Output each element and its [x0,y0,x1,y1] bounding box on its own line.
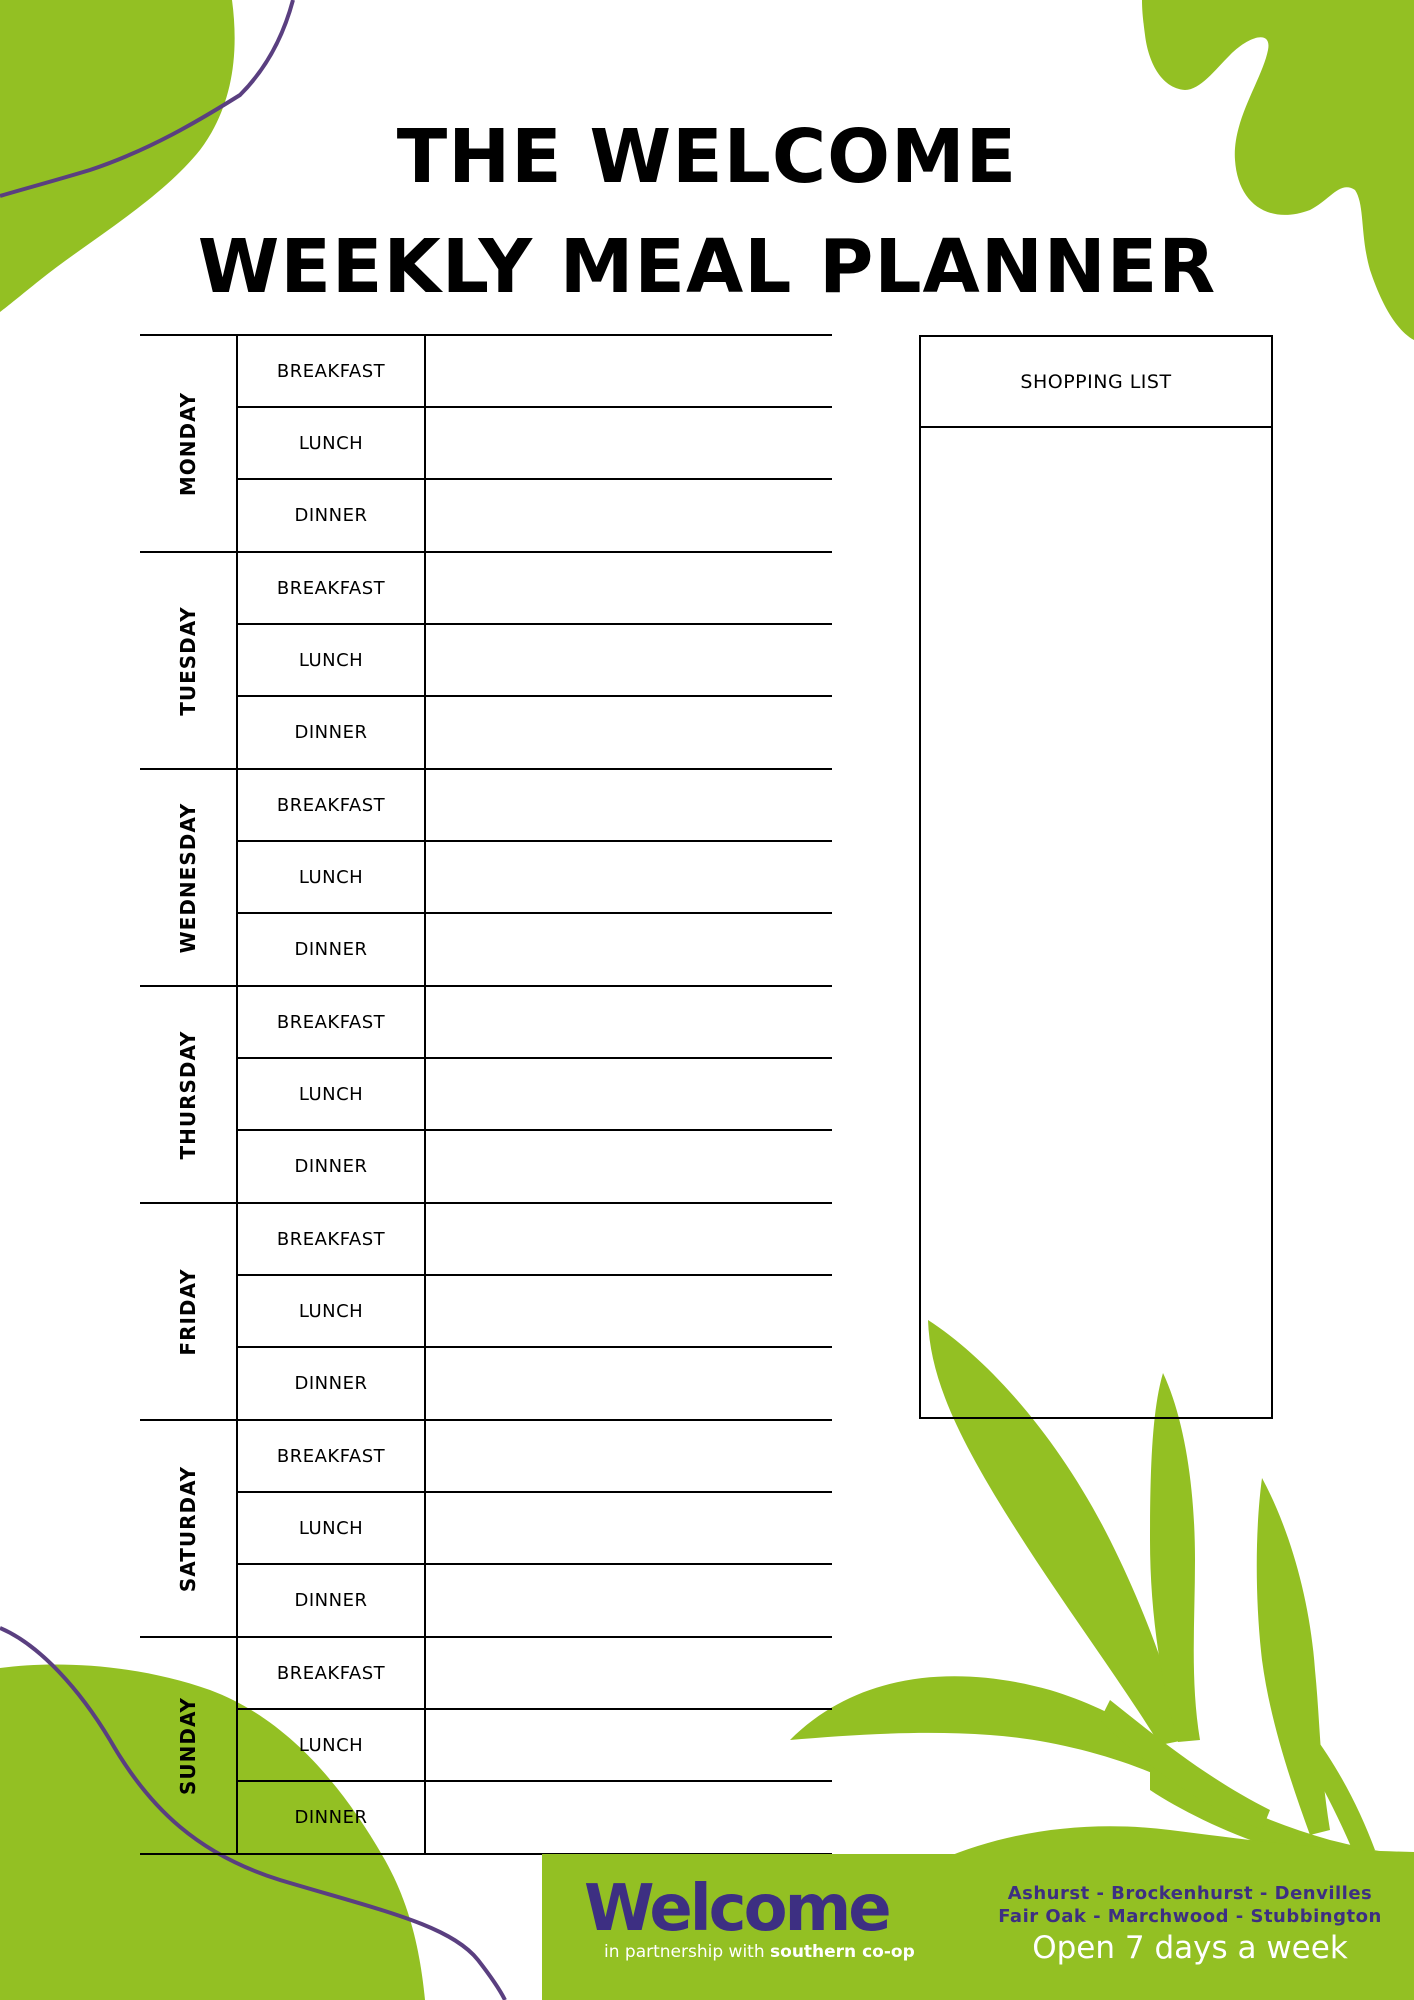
day-block-saturday [140,1419,832,1636]
shopping-list-box [919,335,1273,1419]
page-title-line-2: WEEKLY MEAL PLANNER [197,224,1217,310]
day-label-friday [140,1204,236,1419]
meal-label: BREAKFAST [236,336,426,406]
meal-entry-field[interactable] [426,1710,832,1780]
meal-row [236,1059,832,1131]
logo-wordmark: Welcome [584,1872,889,1946]
meal-entry-field[interactable] [426,1204,832,1274]
branches-line-1: Ashurst - Brockenhurst - Denvilles [1007,1883,1373,1904]
shopping-list-heading: SHOPPING LIST [921,337,1271,428]
meal-label: LUNCH [236,1059,426,1129]
meal-entry-field[interactable] [426,480,832,551]
meal-row [236,625,832,697]
meal-label: LUNCH [236,1276,426,1346]
meal-row [236,987,832,1059]
meal-row [236,1131,832,1202]
logo-tagline-prefix: in partnership with [604,1942,771,1962]
branches-line-2: Fair Oak - Marchwood - Stubbington [998,1906,1382,1927]
meal-label: LUNCH [236,1710,426,1780]
logo-tagline-brand: southern co-op [770,1942,915,1962]
day-name: SUNDAY [176,1696,200,1795]
meal-label: DINNER [236,697,426,768]
meal-label: DINNER [236,1348,426,1419]
meal-label: BREAKFAST [236,1421,426,1491]
meal-row [236,914,832,985]
day-name: MONDAY [176,391,200,496]
meal-label: BREAKFAST [236,770,426,840]
meal-label: LUNCH [236,408,426,478]
meal-row [236,1348,832,1419]
meal-entry-field[interactable] [426,914,832,985]
logo-tagline [604,1942,915,1962]
meal-row [236,1638,832,1710]
meal-entry-field[interactable] [426,1565,832,1636]
day-block-tuesday [140,551,832,768]
meal-row [236,770,832,842]
meal-row [236,1204,832,1276]
day-block-sunday [140,1636,832,1855]
meal-entry-field[interactable] [426,770,832,840]
meal-entry-field[interactable] [426,1493,832,1563]
meal-row [236,1421,832,1493]
day-name: TUESDAY [176,605,200,716]
meal-entry-field[interactable] [426,987,832,1057]
meal-label: LUNCH [236,625,426,695]
meal-label: BREAKFAST [236,987,426,1057]
meal-label: LUNCH [236,1493,426,1563]
meal-entry-field[interactable] [426,1276,832,1346]
meal-planner-table [140,334,832,1855]
page-title-line-1: THE WELCOME [396,114,1018,200]
day-label-sunday [140,1638,236,1853]
meal-label: DINNER [236,1565,426,1636]
meal-row [236,842,832,914]
meal-row [236,336,832,408]
meal-row [236,697,832,768]
day-label-wednesday [140,770,236,985]
meal-label: DINNER [236,1782,426,1853]
day-block-wednesday [140,768,832,985]
meal-row [236,1782,832,1853]
meal-row [236,1493,832,1565]
meal-entry-field[interactable] [426,1782,832,1853]
meal-entry-field[interactable] [426,625,832,695]
meal-entry-field[interactable] [426,1421,832,1491]
meal-entry-field[interactable] [426,697,832,768]
store-locations [990,1882,1390,1968]
meal-entry-field[interactable] [426,1348,832,1419]
meal-entry-field[interactable] [426,408,832,478]
meal-label: DINNER [236,914,426,985]
day-name: SATURDAY [176,1465,200,1592]
meal-row [236,1565,832,1636]
day-block-friday [140,1202,832,1419]
meal-label: BREAKFAST [236,553,426,623]
welcome-logo [584,1874,914,1984]
meal-row [236,480,832,551]
meal-label: BREAKFAST [236,1638,426,1708]
day-label-monday [140,336,236,551]
opening-hours: Open 7 days a week [1032,1930,1348,1966]
meal-entry-field[interactable] [426,553,832,623]
meal-entry-field[interactable] [426,336,832,406]
meal-label: BREAKFAST [236,1204,426,1274]
meal-entry-field[interactable] [426,1638,832,1708]
day-name: THURSDAY [176,1029,200,1160]
day-label-tuesday [140,553,236,768]
footer-banner [542,1854,1414,2000]
meal-row [236,1710,832,1782]
day-name: WEDNESDAY [176,802,200,953]
day-block-monday [140,334,832,551]
day-name: FRIDAY [176,1267,200,1356]
meal-entry-field[interactable] [426,842,832,912]
meal-row [236,408,832,480]
meal-row [236,1276,832,1348]
meal-label: DINNER [236,480,426,551]
day-label-saturday [140,1421,236,1636]
meal-entry-field[interactable] [426,1131,832,1202]
meal-row [236,553,832,625]
day-label-thursday [140,987,236,1202]
meal-label: LUNCH [236,842,426,912]
meal-entry-field[interactable] [426,1059,832,1129]
meal-label: DINNER [236,1131,426,1202]
day-block-thursday [140,985,832,1202]
shopping-list-entry-area[interactable] [921,428,1271,1417]
